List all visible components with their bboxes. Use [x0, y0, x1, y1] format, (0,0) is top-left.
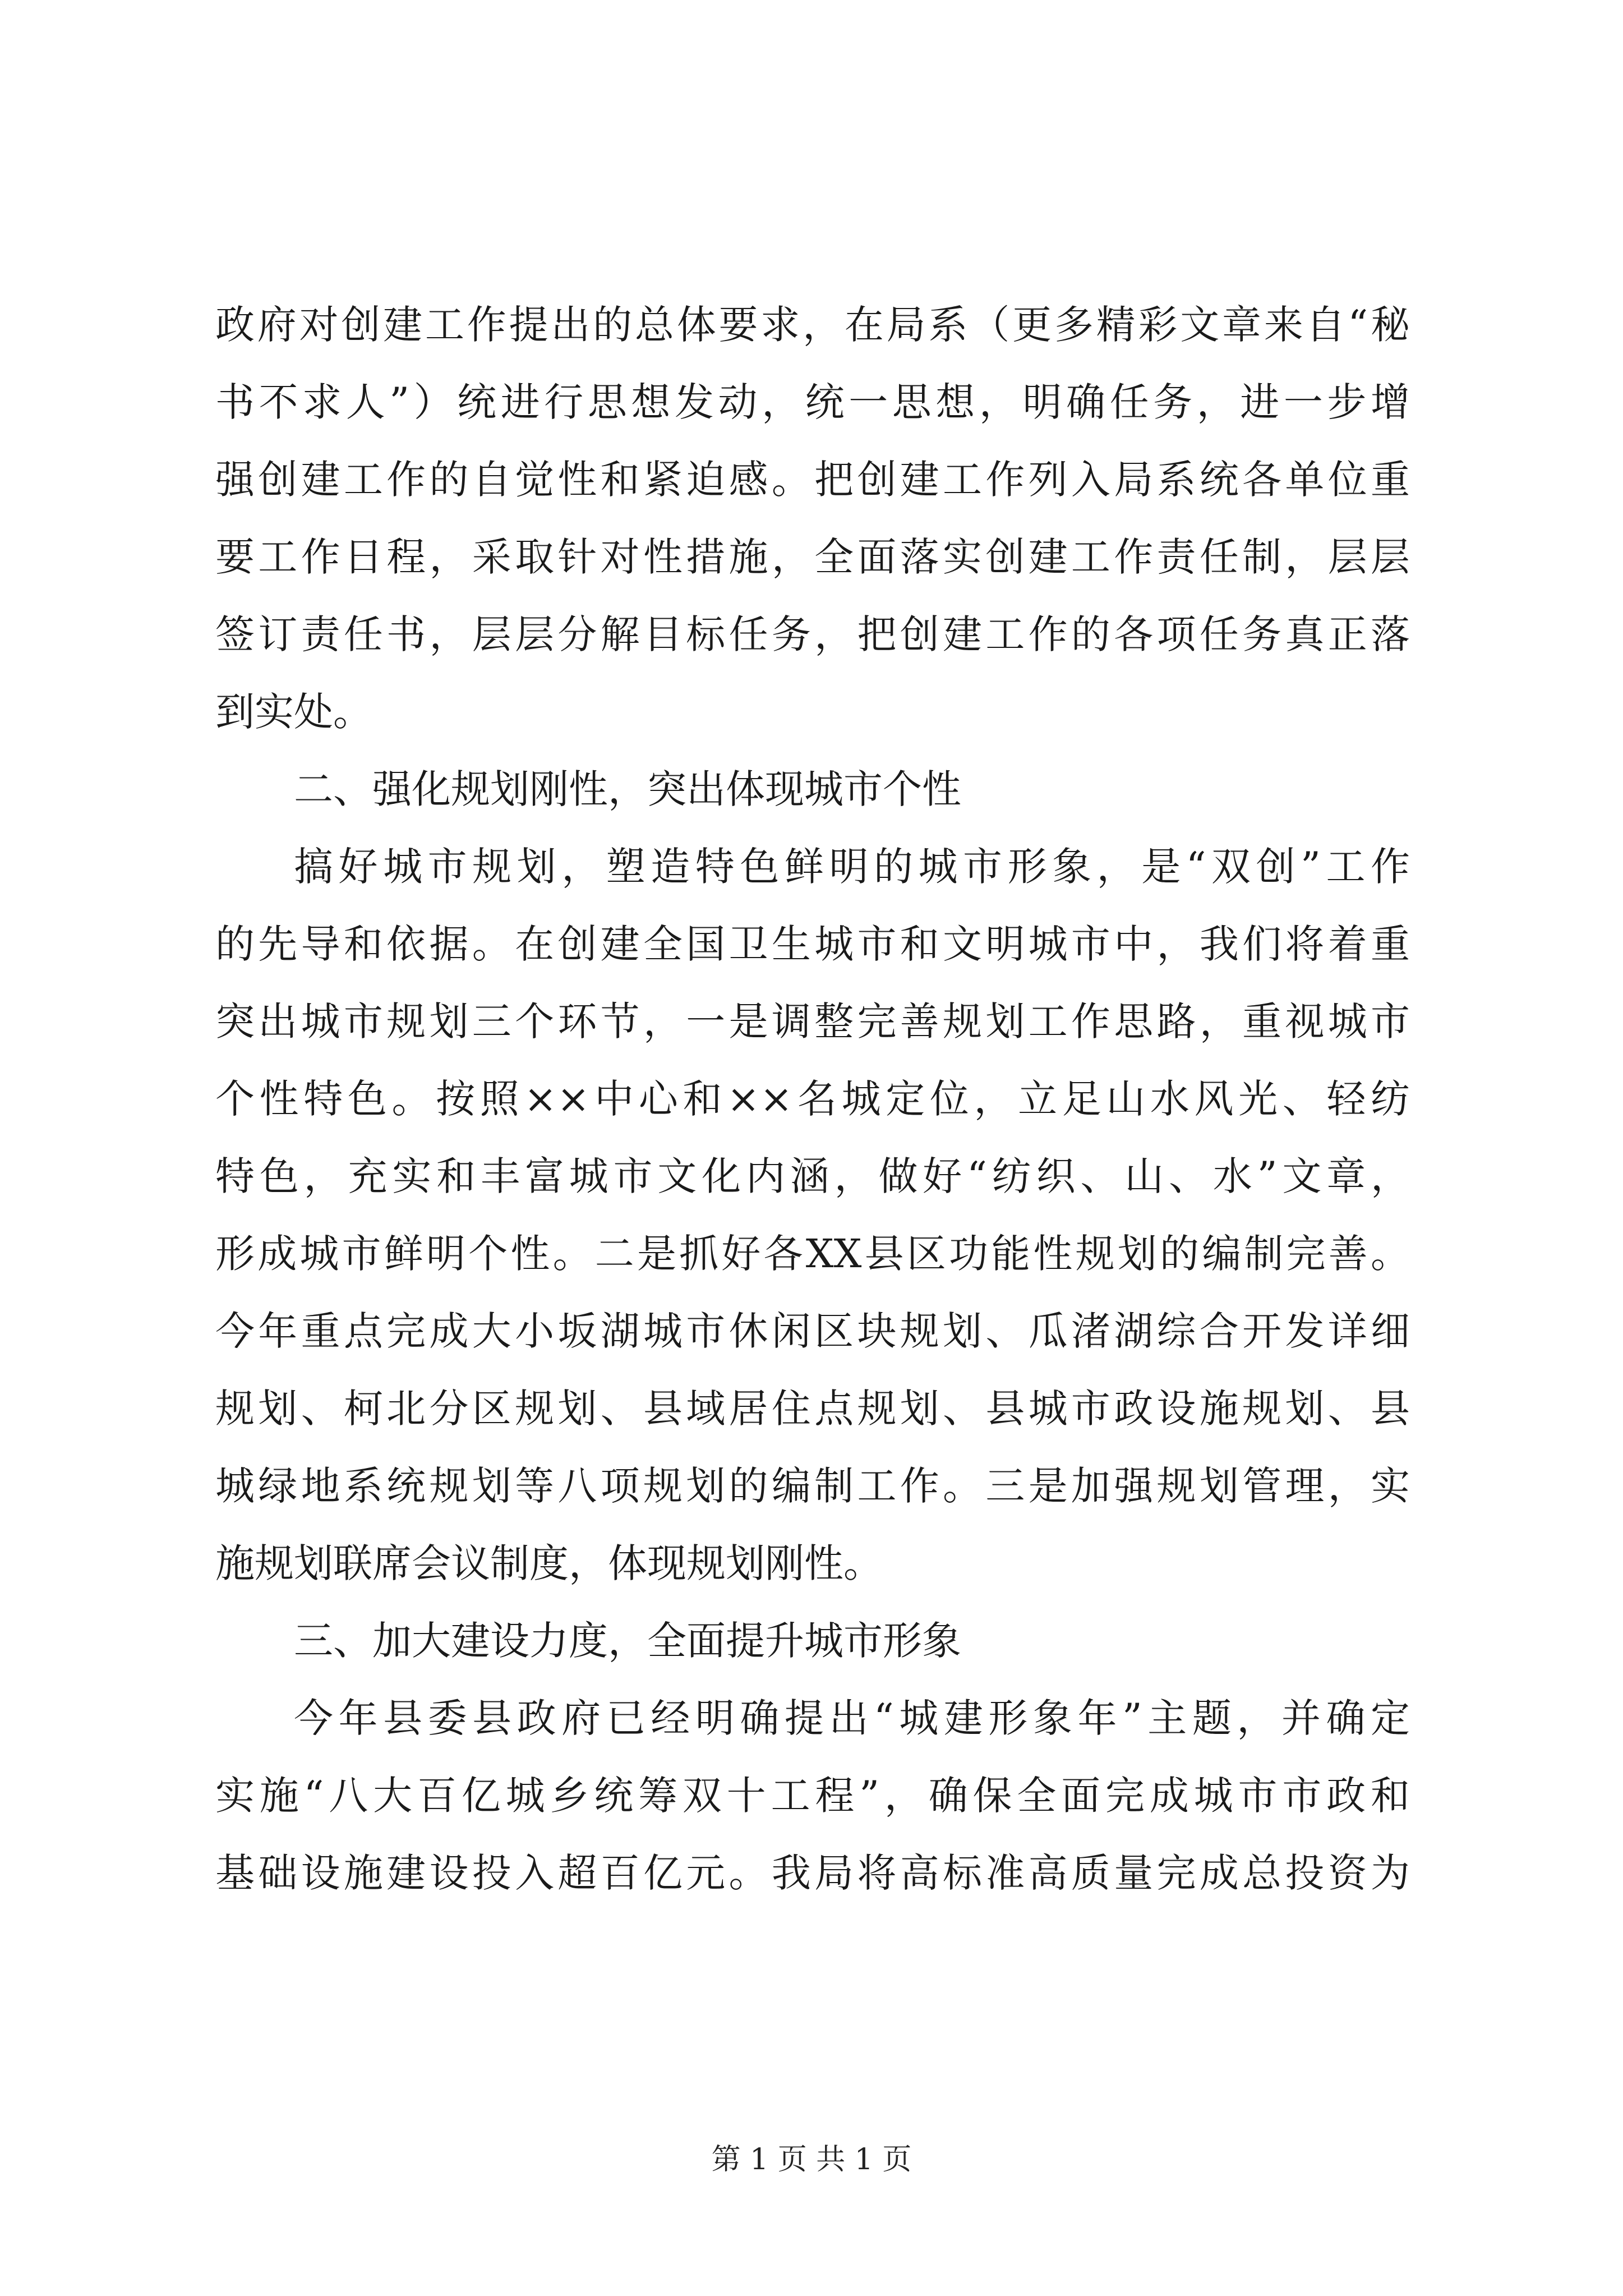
section-heading: 三、加大建设力度，全面提升城市形象	[294, 1618, 961, 1664]
text-line: 特色，充实和丰富城市文化内涵，做好“纺织、山、水”文章，	[215, 1153, 1410, 1199]
text-line: 书不求人”）统进行思想发动，统一思想，明确任务，进一步增	[215, 379, 1410, 425]
text-line: 规划、柯北分区规划、县域居住点规划、县城市政设施规划、县	[215, 1386, 1410, 1432]
page-footer: 第 1 页 共 1 页	[711, 2143, 912, 2177]
text-line: 强创建工作的自觉性和紧迫感。把创建工作列入局系统各单位重	[215, 457, 1410, 503]
text-line: 施规划联席会议制度，体现规划刚性。	[215, 1540, 883, 1586]
text-line: 个性特色。按照××中心和××名城定位，立足山水风光、轻纺	[215, 1076, 1410, 1122]
text-line: 形成城市鲜明个性。二是抓好各XX县区功能性规划的编制完善。	[215, 1231, 1410, 1277]
text-line: 基础设施建设投入超百亿元。我局将高标准高质量完成总投资为	[215, 1850, 1410, 1896]
document-body	[215, 286, 1410, 1912]
text-line: 今年重点完成大小坂湖城市休闲区块规划、瓜渚湖综合开发详细	[215, 1308, 1410, 1354]
text-line: 搞好城市规划，塑造特色鲜明的城市形象，是“双创”工作	[294, 844, 1410, 890]
text-line: 今年县委县政府已经明确提出“城建形象年”主题，并确定	[294, 1695, 1410, 1741]
text-line: 城绿地系统规划等八项规划的编制工作。三是加强规划管理，实	[215, 1463, 1410, 1509]
text-line: 政府对创建工作提出的总体要求，在局系（更多精彩文章来自“秘	[215, 302, 1410, 348]
text-line: 签订责任书，层层分解目标任务，把创建工作的各项任务真正落	[215, 611, 1410, 657]
text-line: 实施“八大百亿城乡统筹双十工程”，确保全面完成城市市政和	[215, 1773, 1410, 1819]
text-line: 到实处。	[215, 689, 372, 735]
section-heading: 二、强化规划刚性，突出体现城市个性	[294, 766, 961, 812]
text-line: 突出城市规划三个环节，一是调整完善规划工作思路，重视城市	[215, 999, 1410, 1045]
text-line: 的先导和依据。在创建全国卫生城市和文明城市中，我们将着重	[215, 921, 1410, 967]
text-line: 要工作日程，采取针对性措施，全面落实创建工作责任制，层层	[215, 534, 1410, 580]
